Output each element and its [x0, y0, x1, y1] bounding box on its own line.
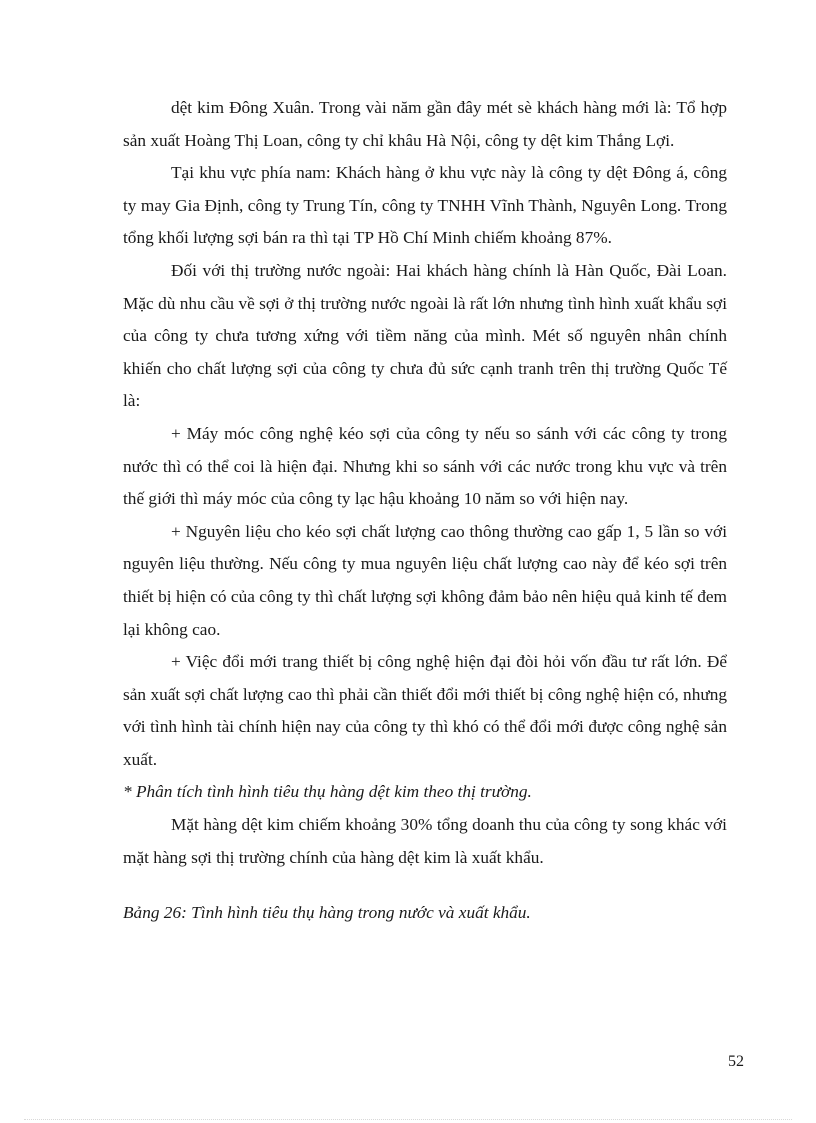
table-caption: Bảng 26: Tình hình tiêu thụ hàng trong nước và xuất khẩu. [123, 903, 531, 923]
bullet-paragraph: + Nguyên liệu cho kéo sợi chất lượng cao thông thường cao gấp 1, 5 lần so với nguyên liệu thường. Nếu công ty mua nguyên liệu chất lượng cao này để kéo sợi trên thiết bị hiện có của công ty thì chất lượng sợi không đảm bảo nên hiệu quả kinh tế đem lại không cao. [123, 521, 727, 639]
page-number: 52 [728, 1053, 744, 1070]
section-note: * Phân tích tình hình tiêu thụ hàng dệt kim theo thị trường. [123, 782, 532, 802]
paragraph: Mặt hàng dệt kim chiếm khoảng 30% tổng doanh thu của công ty song khác với mặt hàng sợi thị trường chính của hàng dệt kim là xuất khẩu. [123, 815, 727, 867]
paragraph: Đối với thị trường nước ngoài: Hai khách hàng chính là Hàn Quốc, Đài Loan. Mặc dù nhu cầu về sợi ở thị trường nước ngoài là rất lớn nhưng tình hình xuất khẩu sợi của công ty chưa tương xứng với tiềm năng của mình. Mét số nguyên nhân chính khiến cho chất lượng sợi của công ty chưa đủ sức cạnh tranh trên thị trường Quốc Tế là: [123, 260, 727, 411]
body-text [123, 92, 727, 930]
paragraph: dệt kim Đông Xuân. Trong vài năm gần đây mét sè khách hàng mới là: Tổ hợp sản xuất Hoàng Thị Loan, công ty chỉ khâu Hà Nội, công ty dệt kim Thắng Lợi. [123, 98, 727, 150]
page-bottom-divider [24, 1119, 792, 1120]
paragraph: Tại khu vực phía nam: Khách hàng ở khu vực này là công ty dệt Đông á, công ty may Gia Định, công ty Trung Tín, công ty TNHH Vĩnh Thành, Nguyên Long. Trong tổng khối lượng sợi bán ra thì tại TP Hồ Chí Minh chiếm khoảng 87%. [123, 163, 727, 248]
bullet-paragraph: + Máy móc công nghệ kéo sợi của công ty nếu so sánh với các công ty trong nước thì có thể coi là hiện đại. Nhưng khi so sánh với các nước trong khu vực và trên thế giới thì máy móc của công ty lạc hậu khoảng 10 năm so với hiện nay. [123, 423, 727, 509]
bullet-paragraph: + Việc đổi mới trang thiết bị công nghệ hiện đại đòi hỏi vốn đầu tư rất lớn. Để sản xuất sợi chất lượng cao thì phải cần thiết đổi mới thiết bị công nghệ hiện có, nhưng với tình hình tài chính hiện nay của công ty thì khó có thể đổi mới được công nghệ sản xuất. [123, 652, 727, 769]
